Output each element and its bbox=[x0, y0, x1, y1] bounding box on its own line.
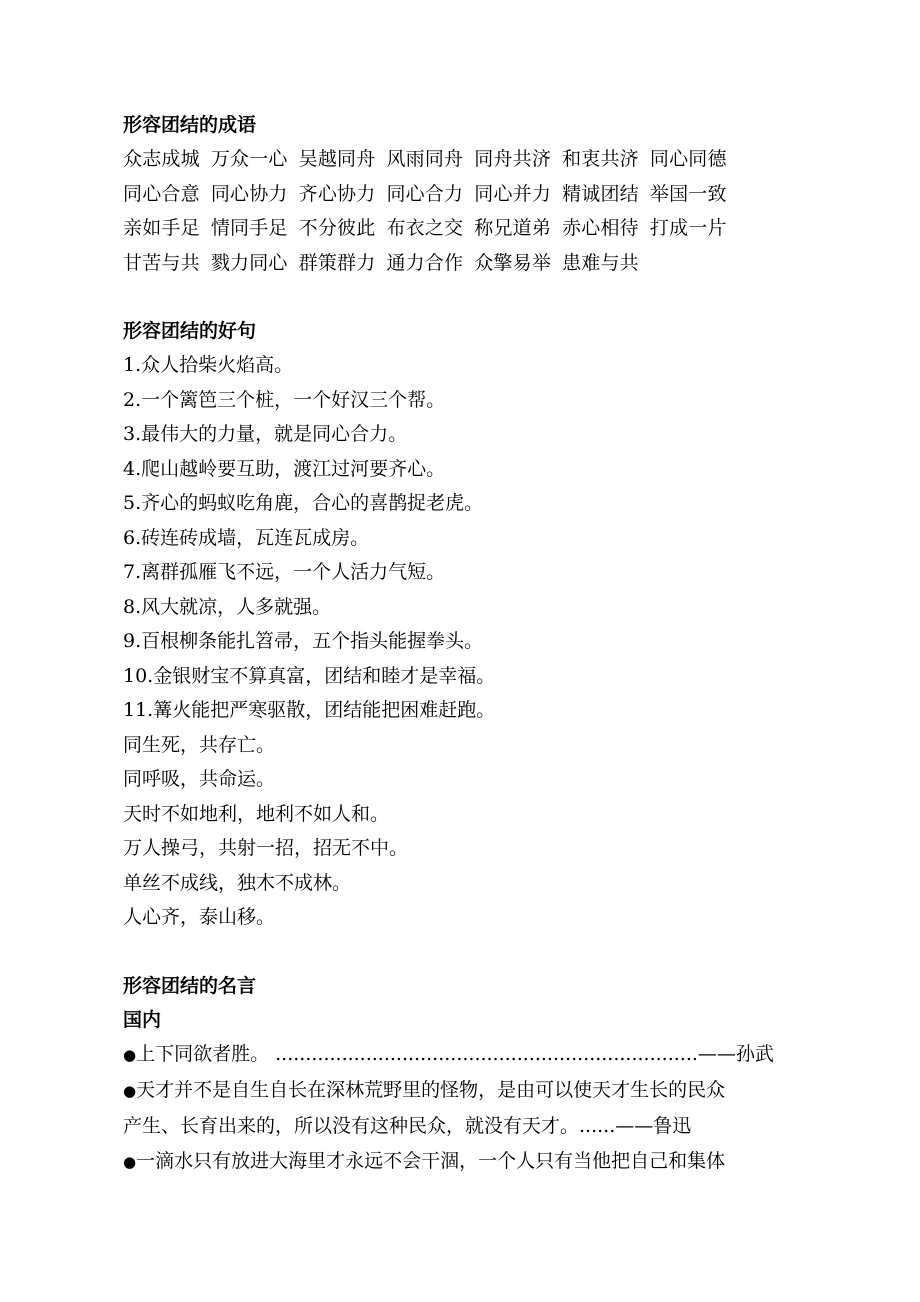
idiom-item: 同心同德 bbox=[649, 148, 727, 170]
idiom-row bbox=[123, 177, 813, 212]
quote-line bbox=[123, 1144, 813, 1180]
sentence-item: 2.一个篱笆三个桩，一个好汉三个帮。 bbox=[123, 388, 446, 411]
idiom-item: 同心协力 bbox=[210, 182, 288, 205]
sentence-item: 同呼吸，共命运。 bbox=[123, 768, 276, 790]
quotes-section bbox=[123, 969, 813, 1180]
sentence-item: 1.众人拾柴火焰高。 bbox=[123, 354, 294, 376]
idioms-section bbox=[123, 108, 813, 280]
idiom-item: 风雨同舟 bbox=[386, 148, 464, 170]
bullet-icon: ● bbox=[123, 1152, 137, 1171]
idiom-item: 万众一心 bbox=[210, 148, 288, 170]
idiom-item: 通力合作 bbox=[386, 251, 464, 274]
quote-text: 产生、长育出来的，所以没有这种民众，就没有天才。......——鲁迅 bbox=[123, 1114, 692, 1137]
idiom-row bbox=[123, 246, 813, 281]
sentence-item: 同生死，共存亡。 bbox=[123, 733, 276, 756]
sentence-item: 11.篝火能把严寒驱散，团结能把困难赶跑。 bbox=[123, 699, 496, 721]
quotes-subheading-domestic: 国内 bbox=[123, 1008, 162, 1031]
idiom-row bbox=[123, 211, 813, 246]
quote-line bbox=[123, 1073, 813, 1109]
idiom-item: 群策群力 bbox=[298, 251, 376, 274]
sentence-item: 6.砖连砖成墙，瓦连瓦成房。 bbox=[123, 526, 370, 549]
sentences-heading: 形容团结的好句 bbox=[123, 320, 257, 342]
idiom-item: 众志成城 bbox=[123, 148, 200, 170]
sentence-item: 9.百根柳条能扎笤帚，五个指头能握拳头。 bbox=[123, 630, 484, 652]
idiom-item: 赤心相待 bbox=[562, 217, 639, 239]
quotes-list bbox=[123, 1037, 813, 1180]
sentences-section bbox=[123, 314, 813, 935]
quote-text: 上下同欲者胜。 ......................................................................——孙武 bbox=[136, 1042, 774, 1065]
idiom-item: 同心合意 bbox=[123, 182, 200, 205]
quote-text: 一滴水只有放进大海里才永远不会干涸，一个人只有当他把自己和集体 bbox=[136, 1149, 726, 1172]
idiom-item: 情同手足 bbox=[210, 217, 288, 239]
idiom-item: 众擎易举 bbox=[474, 251, 552, 274]
sentences-list bbox=[123, 348, 813, 935]
idiom-item: 举国一致 bbox=[649, 182, 727, 205]
idiom-item: 亲如手足 bbox=[123, 217, 200, 239]
idiom-item: 同心并力 bbox=[474, 182, 552, 205]
idiom-item: 和衷共济 bbox=[562, 148, 639, 170]
idioms-list bbox=[123, 142, 813, 280]
quote-line bbox=[123, 1109, 813, 1144]
sentence-item: 8.风大就凉，人多就强。 bbox=[123, 595, 332, 618]
idiom-item: 吴越同舟 bbox=[298, 148, 376, 170]
quote-text: 天才并不是自生自长在深林荒野里的怪物，是由可以使天才生长的民众 bbox=[136, 1078, 726, 1101]
idiom-item: 打成一片 bbox=[649, 217, 727, 239]
section-gap bbox=[123, 280, 813, 314]
idioms-heading: 形容团结的成语 bbox=[123, 114, 257, 136]
section-gap bbox=[123, 935, 813, 969]
idiom-item: 同心合力 bbox=[386, 182, 464, 205]
sentence-item: 4.爬山越岭要互助，渡江过河要齐心。 bbox=[123, 457, 446, 480]
idiom-item: 戮力同心 bbox=[210, 251, 288, 274]
idiom-item: 精诚团结 bbox=[562, 182, 639, 205]
sentence-item: 人心齐，泰山移。 bbox=[123, 906, 276, 928]
idiom-item: 齐心协力 bbox=[298, 182, 376, 205]
idiom-row bbox=[123, 142, 813, 177]
quotes-heading: 形容团结的名言 bbox=[123, 974, 257, 997]
sentence-item: 10.金银财宝不算真富，团结和睦才是幸福。 bbox=[123, 664, 496, 687]
idiom-item: 不分彼此 bbox=[298, 217, 376, 239]
bullet-icon: ● bbox=[123, 1081, 137, 1100]
sentence-item: 5.齐心的蚂蚁吃角鹿，合心的喜鹊捉老虎。 bbox=[123, 492, 484, 514]
sentence-item: 万人操弓，共射一招，招无不中。 bbox=[123, 837, 409, 859]
idiom-item: 甘苦与共 bbox=[123, 251, 200, 274]
idiom-item: 称兄道弟 bbox=[474, 217, 552, 239]
sentence-item: 3.最伟大的力量，就是同心合力。 bbox=[123, 423, 408, 445]
quote-line bbox=[123, 1037, 813, 1073]
sentence-item: 单丝不成线，独木不成林。 bbox=[123, 871, 352, 894]
bullet-icon: ● bbox=[123, 1045, 137, 1064]
idiom-item: 同舟共济 bbox=[474, 148, 552, 170]
idiom-item: 布衣之交 bbox=[386, 217, 464, 239]
sentence-item: 天时不如地利，地利不如人和。 bbox=[123, 802, 390, 825]
idiom-item: 患难与共 bbox=[562, 251, 639, 274]
sentence-item: 7.离群孤雁飞不远，一个人活力气短。 bbox=[123, 561, 446, 583]
document-page bbox=[123, 108, 813, 1180]
